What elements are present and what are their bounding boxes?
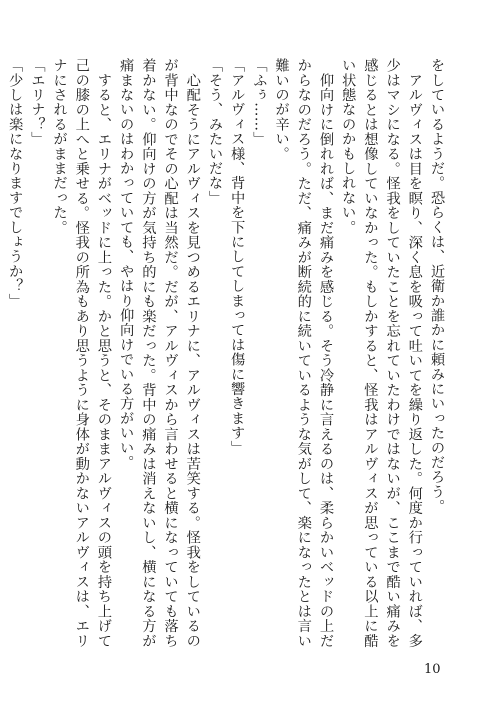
page-number: 10 [424, 662, 441, 677]
dialogue-line: 「ふぅ……」 [251, 58, 268, 147]
paragraph: アルヴィスは目を瞑り、深く息を吸って吐いてを繰り返した。何度か行っていれば、多少はマシになる。怪我をしていたことを忘れていたわけではないが、ここまで酷い痛みを感じるとは想像していなかった。もしかすると、怪我はアルヴィスが思っている以上に酷い状態なのかもしれない。 [340, 58, 423, 648]
dialogue-line: 「少しは楽になりますでしょうか？」 [7, 58, 24, 308]
dialogue-line: 「そう、みたいだな」 [206, 58, 223, 205]
paragraph: 仰向けに倒れれば、まだ痛みを感じる。そう冷静に言えるのは、柔らかいベッドの上だからなのだろう。ただ、痛みが断続的に続いているような気がして、楽になったとは言い難いのが辛い。 [273, 58, 334, 648]
dialogue-line: 「エリナ？」 [29, 58, 46, 147]
paragraph: をしているようだ。恐らくは、近衛か誰かに頼みにいったのだろう。 [429, 58, 445, 514]
paragraph: すると、エリナがベッドに上った。かと思うと、そのままアルヴィスの頭を持ち上げて己の膝の上へと乗せる。怪我の所為もあり思うように身体が動かないアルヴィスは、エリナにされるがままだった。 [51, 58, 112, 648]
dialogue-line: 「アルヴィス様、背中を下にしてしまっては傷に響きます」 [229, 58, 246, 455]
paragraph: 心配そうにアルヴィスを見つめるエリナに、アルヴィスは苦笑する。怪我をしているのが背中なのでその心配は当然だ。だが、アルヴィスから言わせると横になっていても落ち着かない。仰向けの方が気持ち的にも楽だった。背中の痛みは消えないし、横になる方が痛まないのはわかっていても、やはり仰向けでいる方がいい。 [118, 58, 201, 648]
vertical-text-body [7, 58, 448, 648]
